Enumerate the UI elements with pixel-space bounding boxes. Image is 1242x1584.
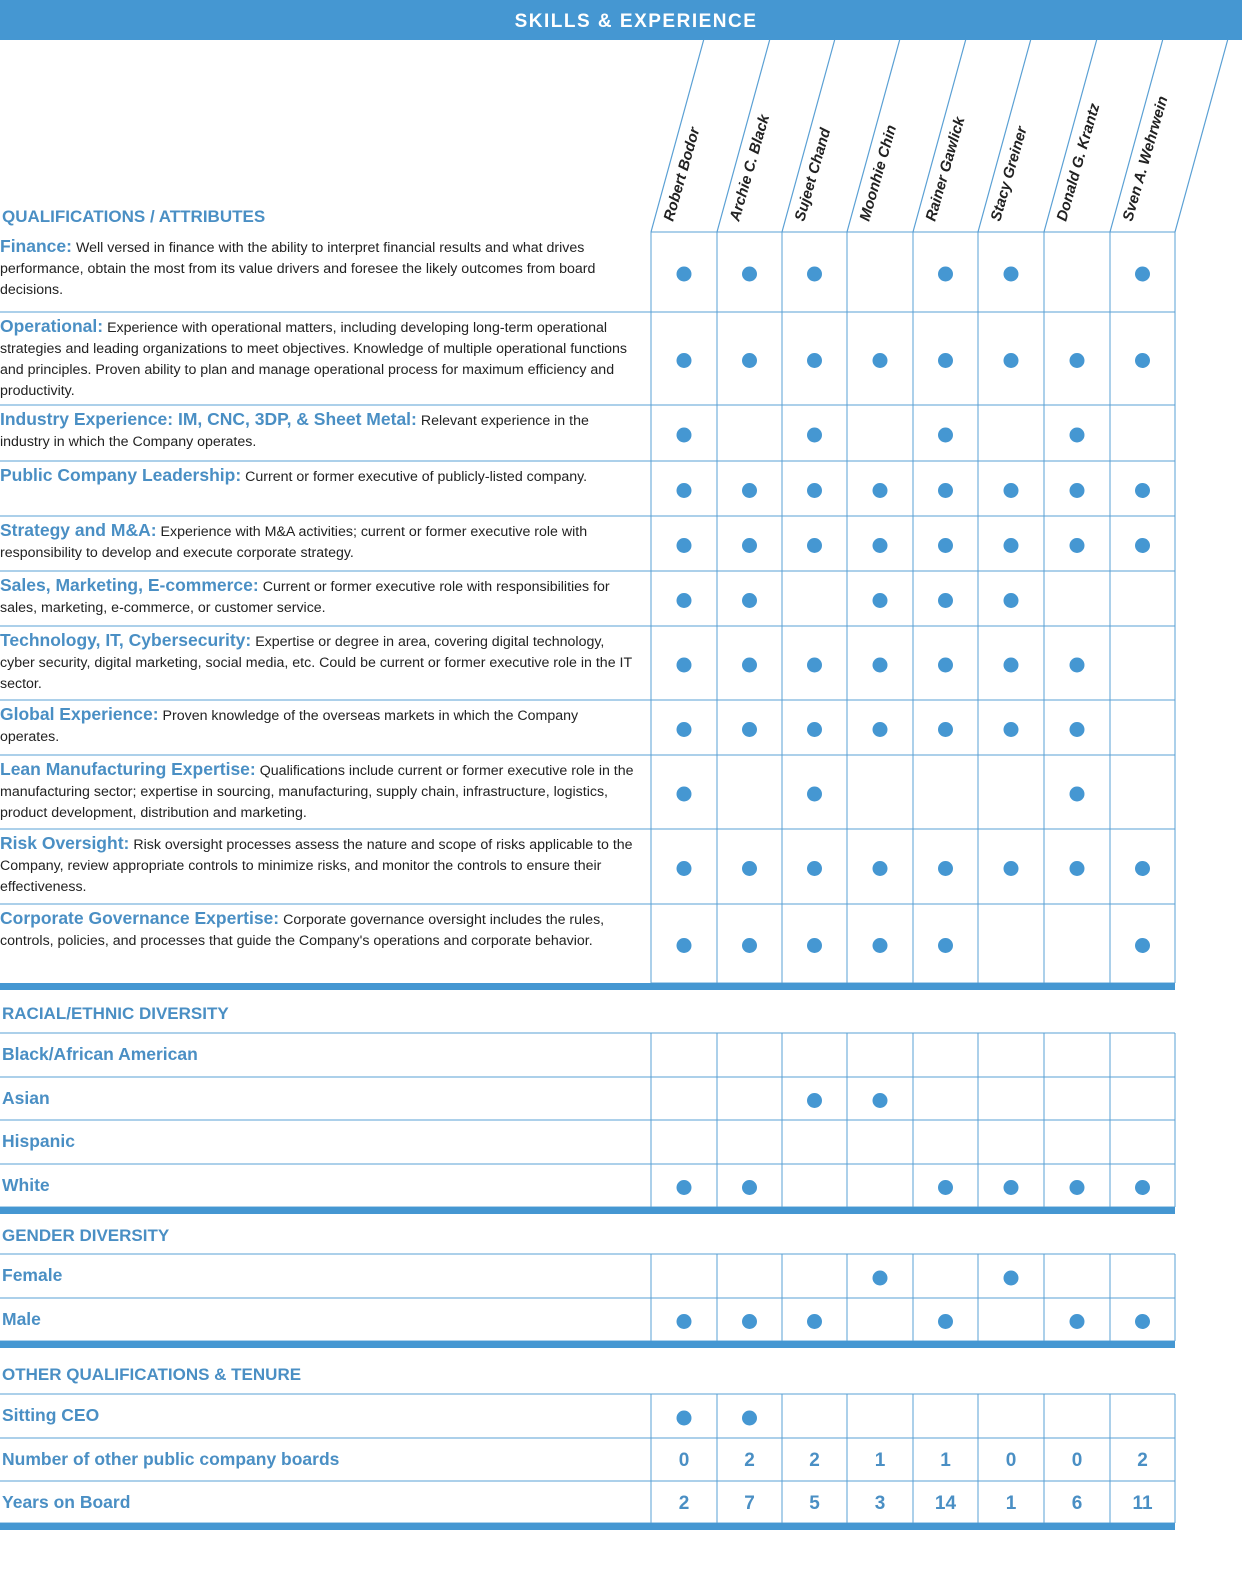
qualification-row-label: Industry Experience: IM, CNC, 3DP, & Sheet Metal: <box>0 409 417 429</box>
check-dot <box>807 428 822 443</box>
check-dot <box>1070 428 1085 443</box>
check-dot <box>1070 861 1085 876</box>
check-dot <box>938 483 953 498</box>
tenure-value: 14 <box>934 1493 957 1514</box>
section-rule <box>0 1523 1175 1530</box>
check-dot <box>1004 483 1019 498</box>
qualification-row-desc: Current or former executive role with responsibilities for sales, marketing, e-commerce, or customer service. <box>0 579 610 616</box>
check-dot <box>1004 1180 1019 1195</box>
check-dot <box>938 593 953 608</box>
check-dot <box>677 938 692 953</box>
years-on-board-label: Years on Board <box>2 1492 131 1512</box>
tenure-value: 2 <box>678 1493 690 1514</box>
qualification-row-desc: Current or former executive of publicly-listed company. <box>245 469 588 485</box>
check-dot <box>1135 938 1150 953</box>
director-name: Sven A. Wehrwein <box>1119 94 1172 224</box>
check-dot <box>1070 658 1085 673</box>
check-dot <box>1135 483 1150 498</box>
check-dot <box>1070 538 1085 553</box>
check-dot <box>1070 483 1085 498</box>
check-dot <box>1004 658 1019 673</box>
tenure-value: 5 <box>809 1493 820 1514</box>
tenure-value: 2 <box>1137 1450 1148 1471</box>
check-dot <box>677 538 692 553</box>
check-dot <box>742 658 757 673</box>
check-dot <box>1135 861 1150 876</box>
tenure-value: 1 <box>874 1450 886 1471</box>
section-rule <box>0 1341 1175 1348</box>
director-name: Donald G. Krantz <box>1053 101 1104 224</box>
qualification-row-label: Risk Oversight: <box>0 833 130 853</box>
attribute-row-label: Hispanic <box>2 1131 75 1151</box>
check-dot <box>1004 593 1019 608</box>
check-dot <box>677 428 692 443</box>
check-dot <box>938 538 953 553</box>
tenure-value: 2 <box>809 1450 820 1471</box>
check-dot <box>742 483 757 498</box>
qualification-row-desc: Well versed in finance with the ability to interpret financial results and what drives performance, obtain the most from its value drivers and foresee the likely outcomes from board decisions. <box>0 240 596 298</box>
header-divider <box>1175 40 1228 232</box>
check-dot <box>1004 1271 1019 1286</box>
attribute-row-label: Male <box>2 1309 41 1329</box>
row-labels <box>0 236 634 1512</box>
qualification-row-desc: Qualifications include current or former executive role in the manufacturing sector; expertise in sourcing, manufacturing, supply chain, infrastructure, logistics, product development, distribution and marketing. <box>0 763 634 821</box>
qualification-row-label: Lean Manufacturing Expertise: <box>0 759 256 779</box>
check-dot <box>807 1093 822 1108</box>
check-dot <box>1070 722 1085 737</box>
director-name: Archie C. Black <box>726 112 774 224</box>
check-dot <box>742 1314 757 1329</box>
check-dot <box>677 483 692 498</box>
check-dot <box>677 593 692 608</box>
qualification-row-label: Operational: <box>0 316 104 336</box>
check-dot <box>1004 353 1019 368</box>
check-dot <box>677 267 692 282</box>
director-name: Robert Bodor <box>660 125 704 224</box>
check-dot <box>938 938 953 953</box>
check-dot <box>677 1314 692 1329</box>
section-rule <box>0 1207 1175 1214</box>
check-dot <box>1070 353 1085 368</box>
check-dot <box>938 722 953 737</box>
check-dot <box>742 353 757 368</box>
check-dot <box>1135 1314 1150 1329</box>
check-dot <box>742 538 757 553</box>
check-dot <box>938 1180 953 1195</box>
check-dot <box>677 861 692 876</box>
check-dot <box>807 483 822 498</box>
check-dot <box>677 722 692 737</box>
tenure-value: 3 <box>874 1493 886 1514</box>
check-dot <box>807 538 822 553</box>
attribute-row-label: Asian <box>2 1088 50 1108</box>
qualification-row-label: Finance: <box>0 236 72 256</box>
director-name: Sujeet Chand <box>791 126 835 224</box>
check-dot <box>938 353 953 368</box>
qualification-row-desc: Risk oversight processes assess the nature and scope of risks applicable to the Company, review appropriate controls to minimize risks, and monitor the controls to ensure their effectiveness. <box>0 837 633 895</box>
check-dot <box>1004 267 1019 282</box>
qualification-row-desc: Experience with operational matters, including developing long-term operational strategies and leading organizations to meet objectives. Knowledge of multiple operational functions and principles. Proven ability to plan and manage operational process for maximum efficiency and productivity. <box>0 320 628 399</box>
tenure-value: 7 <box>744 1493 755 1514</box>
attribute-row-label: Black/African American <box>2 1044 198 1064</box>
check-dot <box>873 938 888 953</box>
check-dot <box>677 1411 692 1426</box>
tenure-value: 1 <box>940 1450 951 1471</box>
check-dot <box>1004 861 1019 876</box>
check-dot <box>1135 353 1150 368</box>
check-dot <box>742 722 757 737</box>
section-rule <box>0 983 1175 990</box>
check-dot <box>807 938 822 953</box>
check-dot <box>938 428 953 443</box>
check-dot <box>1070 1314 1085 1329</box>
qualification-row-desc: Proven knowledge of the overseas markets in which the Company operates. <box>0 708 579 745</box>
check-dot <box>677 1180 692 1195</box>
check-dot <box>807 658 822 673</box>
tenure-value: 0 <box>1005 1450 1017 1471</box>
check-dot <box>677 353 692 368</box>
check-dot <box>873 593 888 608</box>
check-dot <box>873 1093 888 1108</box>
check-dot <box>873 1271 888 1286</box>
gender-heading: GENDER DIVERSITY <box>2 1226 170 1245</box>
qualifications-heading: QUALIFICATIONS / ATTRIBUTES <box>2 207 266 226</box>
check-dot <box>807 861 822 876</box>
check-dot <box>873 861 888 876</box>
qualification-row-label: Sales, Marketing, E-commerce: <box>0 575 259 595</box>
tenure-value: 2 <box>744 1450 755 1471</box>
check-dot <box>742 938 757 953</box>
check-dot <box>1070 787 1085 802</box>
check-dot <box>1135 538 1150 553</box>
matrix-marks <box>677 267 1153 1515</box>
check-dot <box>1004 538 1019 553</box>
director-headers <box>651 40 1228 232</box>
check-dot <box>873 538 888 553</box>
sitting-ceo-label: Sitting CEO <box>2 1405 100 1425</box>
qualification-row-label: Corporate Governance Expertise: <box>0 908 280 928</box>
check-dot <box>1135 267 1150 282</box>
check-dot <box>742 593 757 608</box>
director-name: Moonhie Chin <box>856 123 901 224</box>
check-dot <box>938 267 953 282</box>
check-dot <box>807 1314 822 1329</box>
tenure-value: 0 <box>678 1450 690 1471</box>
other-heading: OTHER QUALIFICATIONS & TENURE <box>2 1365 302 1384</box>
tenure-value: 0 <box>1071 1450 1083 1471</box>
tenure-value: 6 <box>1071 1493 1083 1514</box>
check-dot <box>938 1314 953 1329</box>
tenure-value: 1 <box>1005 1493 1017 1514</box>
check-dot <box>873 722 888 737</box>
check-dot <box>873 353 888 368</box>
check-dot <box>1004 722 1019 737</box>
check-dot <box>742 1411 757 1426</box>
qualification-row-desc: Experience with M&A activities; current or former executive role with responsibility to develop and execute corporate strategy. <box>0 524 588 561</box>
check-dot <box>677 658 692 673</box>
attribute-row-label: White <box>2 1175 50 1195</box>
tenure-value: 11 <box>1132 1493 1153 1514</box>
check-dot <box>873 658 888 673</box>
check-dot <box>742 1180 757 1195</box>
check-dot <box>807 267 822 282</box>
check-dot <box>807 353 822 368</box>
director-name: Rainer Gawlick <box>922 115 969 224</box>
qualification-row-desc: Relevant experience in the industry in which the Company operates. <box>0 413 589 450</box>
check-dot <box>1070 1180 1085 1195</box>
other-boards-label: Number of other public company boards <box>2 1449 340 1469</box>
check-dot <box>807 722 822 737</box>
check-dot <box>742 861 757 876</box>
page-title: SKILLS & EXPERIENCE <box>514 11 758 32</box>
qualification-row-label: Global Experience: <box>0 704 159 724</box>
racial-heading: RACIAL/ETHNIC DIVERSITY <box>2 1004 229 1023</box>
check-dot <box>677 787 692 802</box>
check-dot <box>938 658 953 673</box>
qualification-row-label: Strategy and M&A: <box>0 520 157 540</box>
check-dot <box>938 861 953 876</box>
director-name: Stacy Greiner <box>987 124 1031 224</box>
check-dot <box>807 787 822 802</box>
attribute-row-label: Female <box>2 1265 63 1285</box>
qualification-row-desc: Expertise or degree in area, covering digital technology, cyber security, digital marketing, social media, etc. Could be current or former executive role in the IT sector. <box>0 634 633 692</box>
check-dot <box>742 267 757 282</box>
qualification-row-desc: Corporate governance oversight includes the rules, controls, policies, and processes that guide the Company's operations and corporate behavior. <box>0 912 605 949</box>
check-dot <box>1135 1180 1150 1195</box>
qualification-row-label: Technology, IT, Cybersecurity: <box>0 630 252 650</box>
check-dot <box>873 483 888 498</box>
qualification-row-label: Public Company Leadership: <box>0 465 242 485</box>
